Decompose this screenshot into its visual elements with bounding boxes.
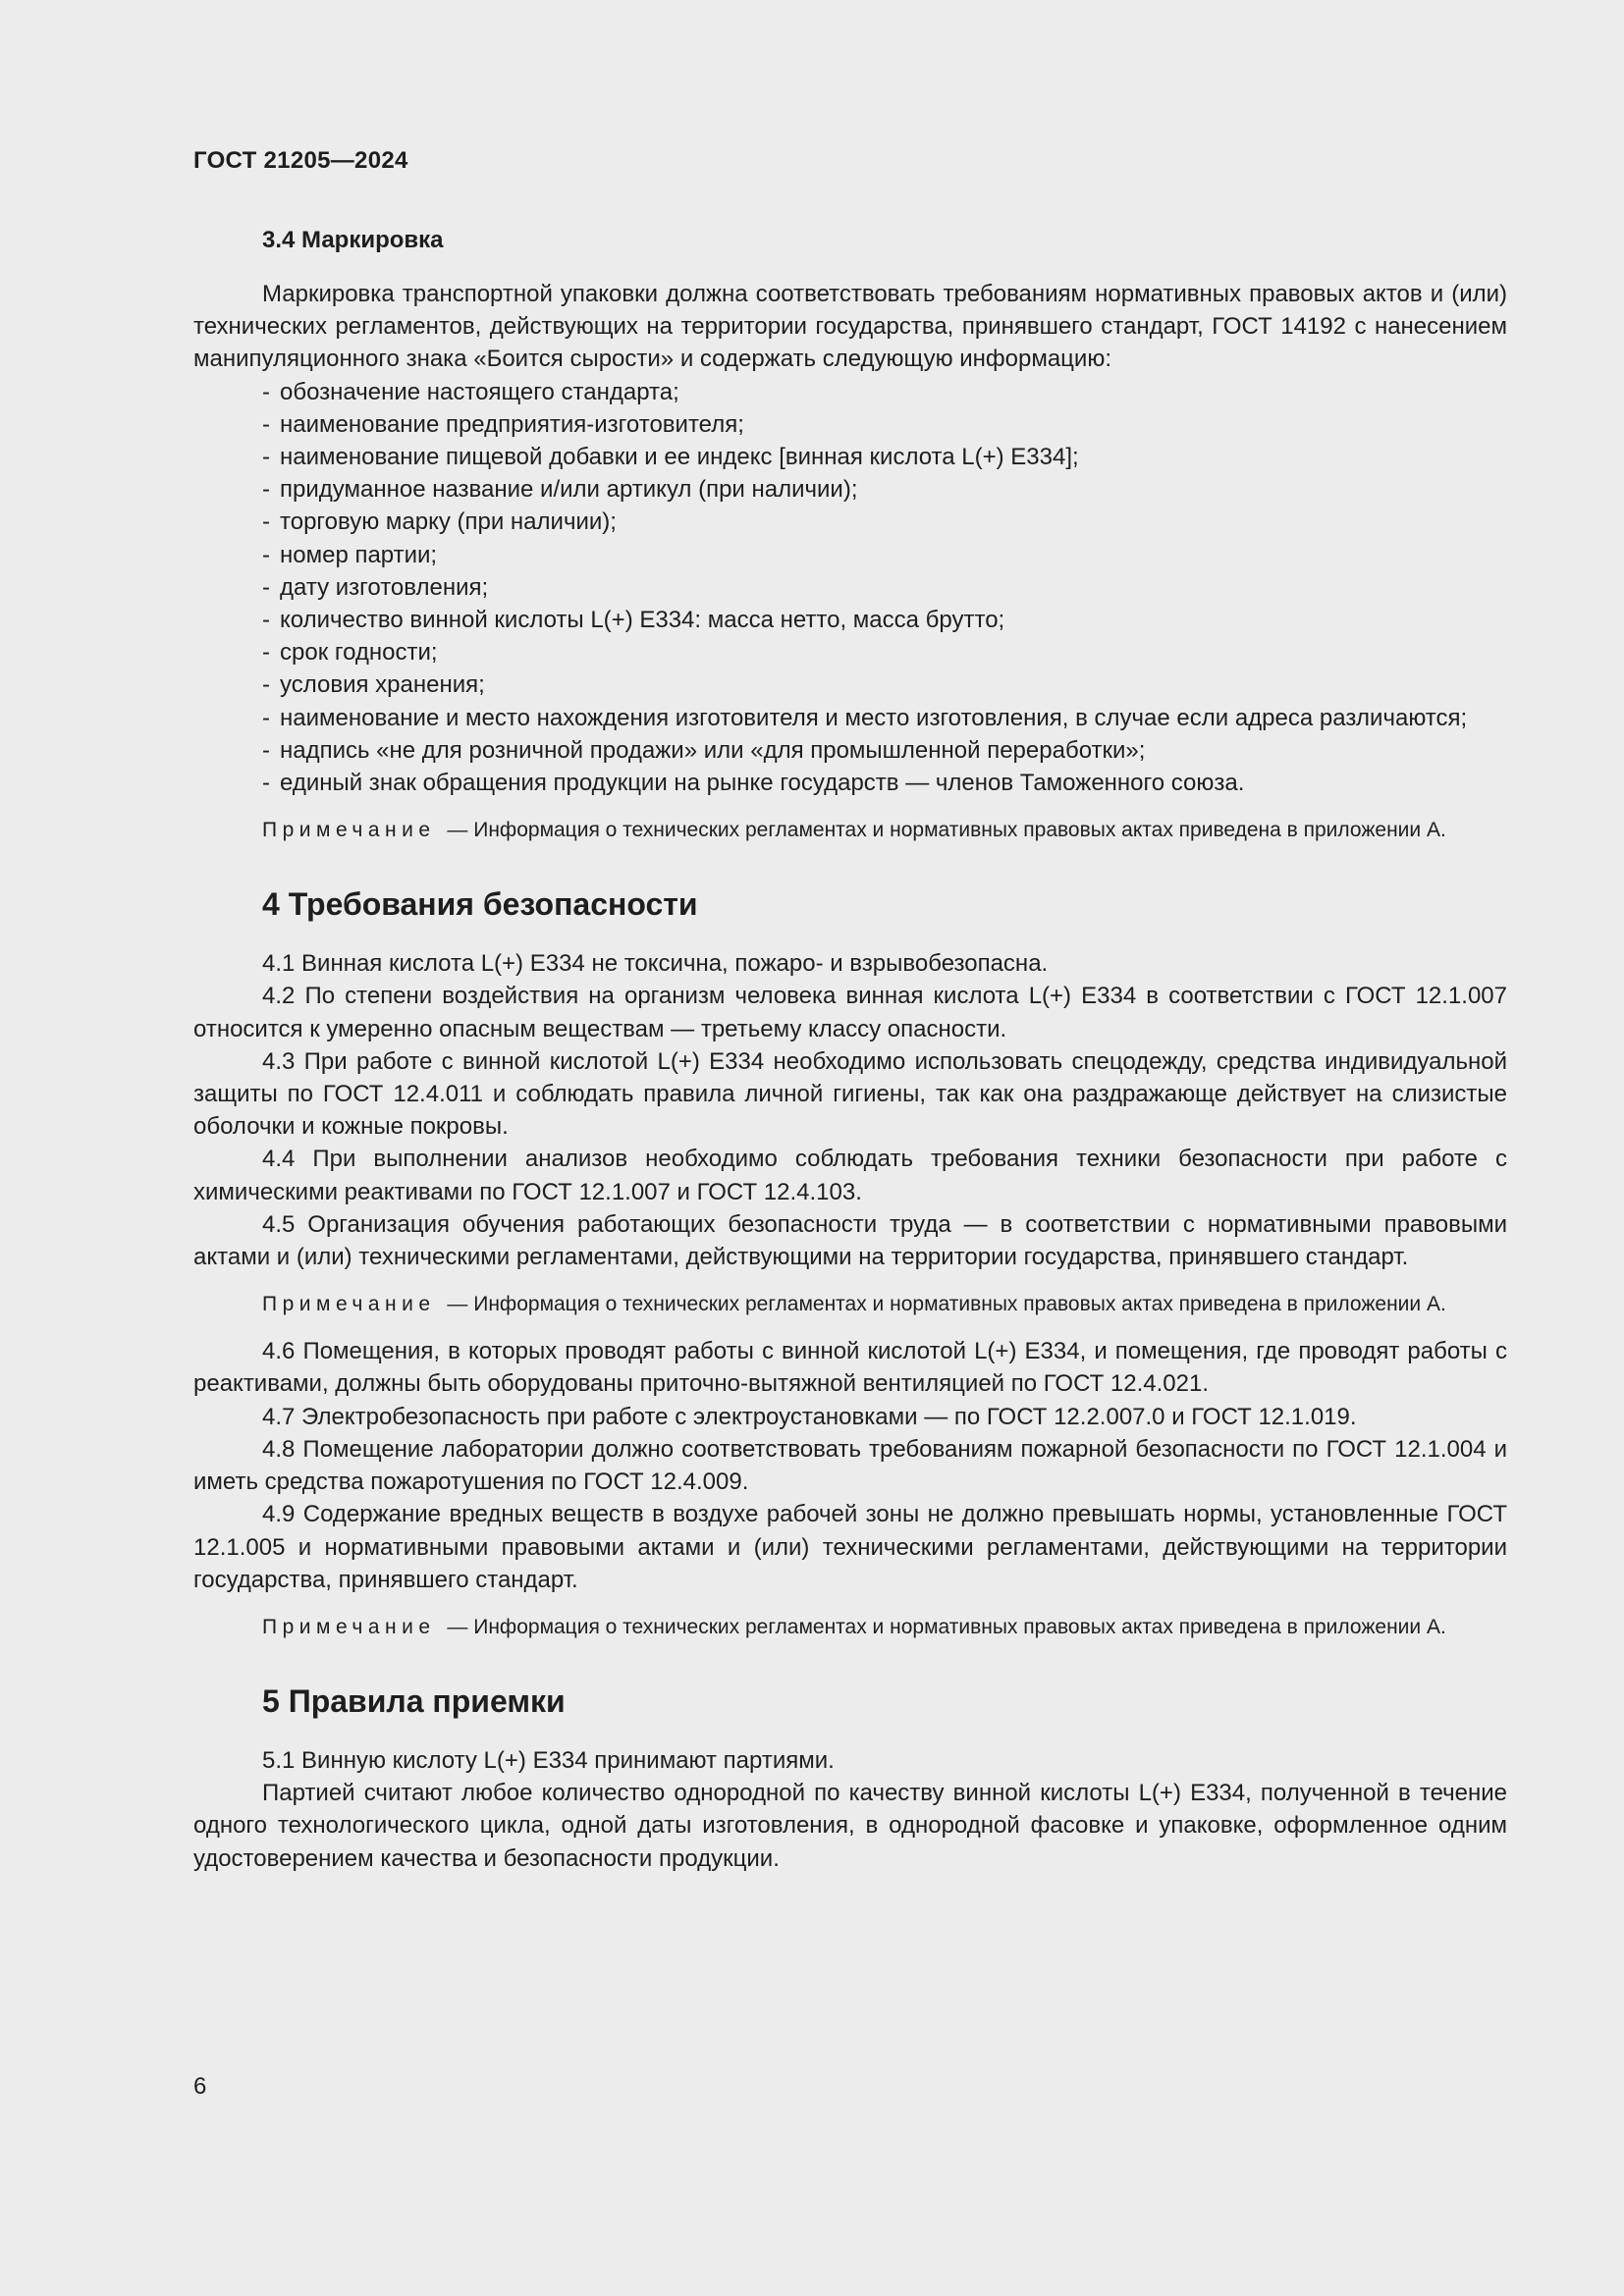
list-item: - условия хранения; — [262, 671, 485, 699]
list-item: - срок годности; — [262, 639, 438, 667]
note-label: Примечание — [262, 1293, 436, 1316]
list-item: - количество винной кислоты L(+) E334: масса нетто, масса брутто; — [262, 607, 1005, 634]
list-item: - наименование пищевой добавки и ее индекс [винная кислота L(+) E334]; — [262, 444, 1079, 471]
page-body — [193, 224, 1507, 1875]
page-number: 6 — [193, 2073, 207, 2100]
marking-list — [193, 376, 1507, 800]
paragraph-4-1: 4.1 Винная кислота L(+) E334 не токсична, пожаро- и взрывобезопасна. — [262, 950, 1049, 978]
list-item: - придуманное название и/или артикул (при наличии); — [262, 476, 858, 504]
section-5-title: 5 Правила приемки — [262, 1682, 566, 1719]
paragraph-4-2: 4.2 По степени воздействия на организм человека винная кислота L(+) E334 в соответствии с ГОСТ 12.1.007 относится к умеренно опасным веществам — третьему классу опасности. — [193, 983, 1507, 1042]
paragraph-4-9: 4.9 Содержание вредных веществ в воздухе рабочей зоны не должно превышать нормы, установленные ГОСТ 12.1.005 и нормативными правовыми актами и (или) техническими регламентами, действующими на территории государства, принявшего стандарт. — [193, 1501, 1507, 1593]
paragraph-4-4: 4.4 При выполнении анализов необходимо соблюдать требования техники безопасности при работе с химическими реактивами по ГОСТ 12.1.007 и ГОСТ 12.4.103. — [193, 1146, 1507, 1205]
section-3-4-title: 3.4 Маркировка — [262, 227, 444, 253]
section-4-title: 4 Требования безопасности — [262, 886, 698, 923]
list-item: - надпись «не для розничной продажи» или «для промышленной переработки»; — [262, 736, 1146, 764]
note-label: Примечание — [262, 1615, 436, 1638]
paragraph-4-5: 4.5 Организация обучения работающих безопасности труда — в соответствии с нормативными правовыми актами и (или) техническими регламентами, действующими на территории государства, принявшего стандарт. — [193, 1210, 1507, 1271]
note-label: Примечание — [262, 819, 436, 842]
list-item: - наименование и место нахождения изготовителя и место изготовления, в случае если адреса различаются; — [262, 704, 1468, 731]
list-item: - единый знак обращения продукции на рынке государств — членов Таможенного союза. — [262, 770, 1245, 797]
paragraph-4-6: 4.6 Помещения, в которых проводят работы с винной кислотой L(+) E334, и помещения, где проводят работы с реактивами, должны быть оборудованы приточно-вытяжной вентиляцией по ГОСТ 12.4.021. — [193, 1338, 1507, 1398]
document-id-header: ГОСТ 21205—2024 — [193, 147, 408, 174]
paragraph-5-1: 5.1 Винную кислоту L(+) E334 принимают партиями. — [262, 1746, 835, 1774]
paragraph-4-3: 4.3 При работе с винной кислотой L(+) E334 необходимо использовать спецодежду, средства индивидуальной защиты по ГОСТ 12.4.011 и соблюдать правила личной гигиены, так как она раздражающе действует на слизистые оболочки и кожные покровы. — [193, 1047, 1507, 1141]
section-3-4-note: Примечание — Информация о технических регламентах и нормативных правовых актах приведена в приложении А. — [262, 819, 1446, 842]
section-3-4-intro: Маркировка транспортной упаковки должна соответствовать требованиям нормативных правовых актов и (или) технических регламентов, действующих на территории государства, принявшего стандарт, ГОСТ 14192 с нанесением манипуляционного знака «Боится сырости» и содержать следующую информацию: — [193, 281, 1507, 373]
paragraph-4-7: 4.7 Электробезопасность при работе с электроустановками — по ГОСТ 12.2.007.0 и ГОСТ 12.1.019. — [262, 1403, 1357, 1430]
section-4-note-1: Примечание — Информация о технических регламентах и нормативных правовых актах приведена в приложении А. — [262, 1293, 1446, 1316]
section-4-note-2: Примечание — Информация о технических регламентах и нормативных правовых актах приведена в приложении А. — [262, 1615, 1446, 1638]
list-item: - номер партии; — [262, 541, 438, 568]
list-item: - торговую марку (при наличии); — [262, 508, 617, 536]
list-item: - наименование предприятия-изготовителя; — [262, 410, 744, 438]
paragraph-4-8: 4.8 Помещение лаборатории должно соответствовать требованиям пожарной безопасности по ГОСТ 12.1.004 и иметь средства пожаротушения по ГОСТ 12.4.009. — [193, 1435, 1507, 1496]
list-item: - дату изготовления; — [262, 573, 489, 601]
list-item: - обозначение настоящего стандарта; — [262, 378, 679, 405]
paragraph-5-1-batch: Партией считают любое количество однородной по качеству винной кислоты L(+) E334, полученной в течение одного технологического цикла, одной даты изготовления, в однородной фасовке и упаковке, оформленное одним удостоверением качества и безопасности продукции. — [193, 1780, 1507, 1872]
